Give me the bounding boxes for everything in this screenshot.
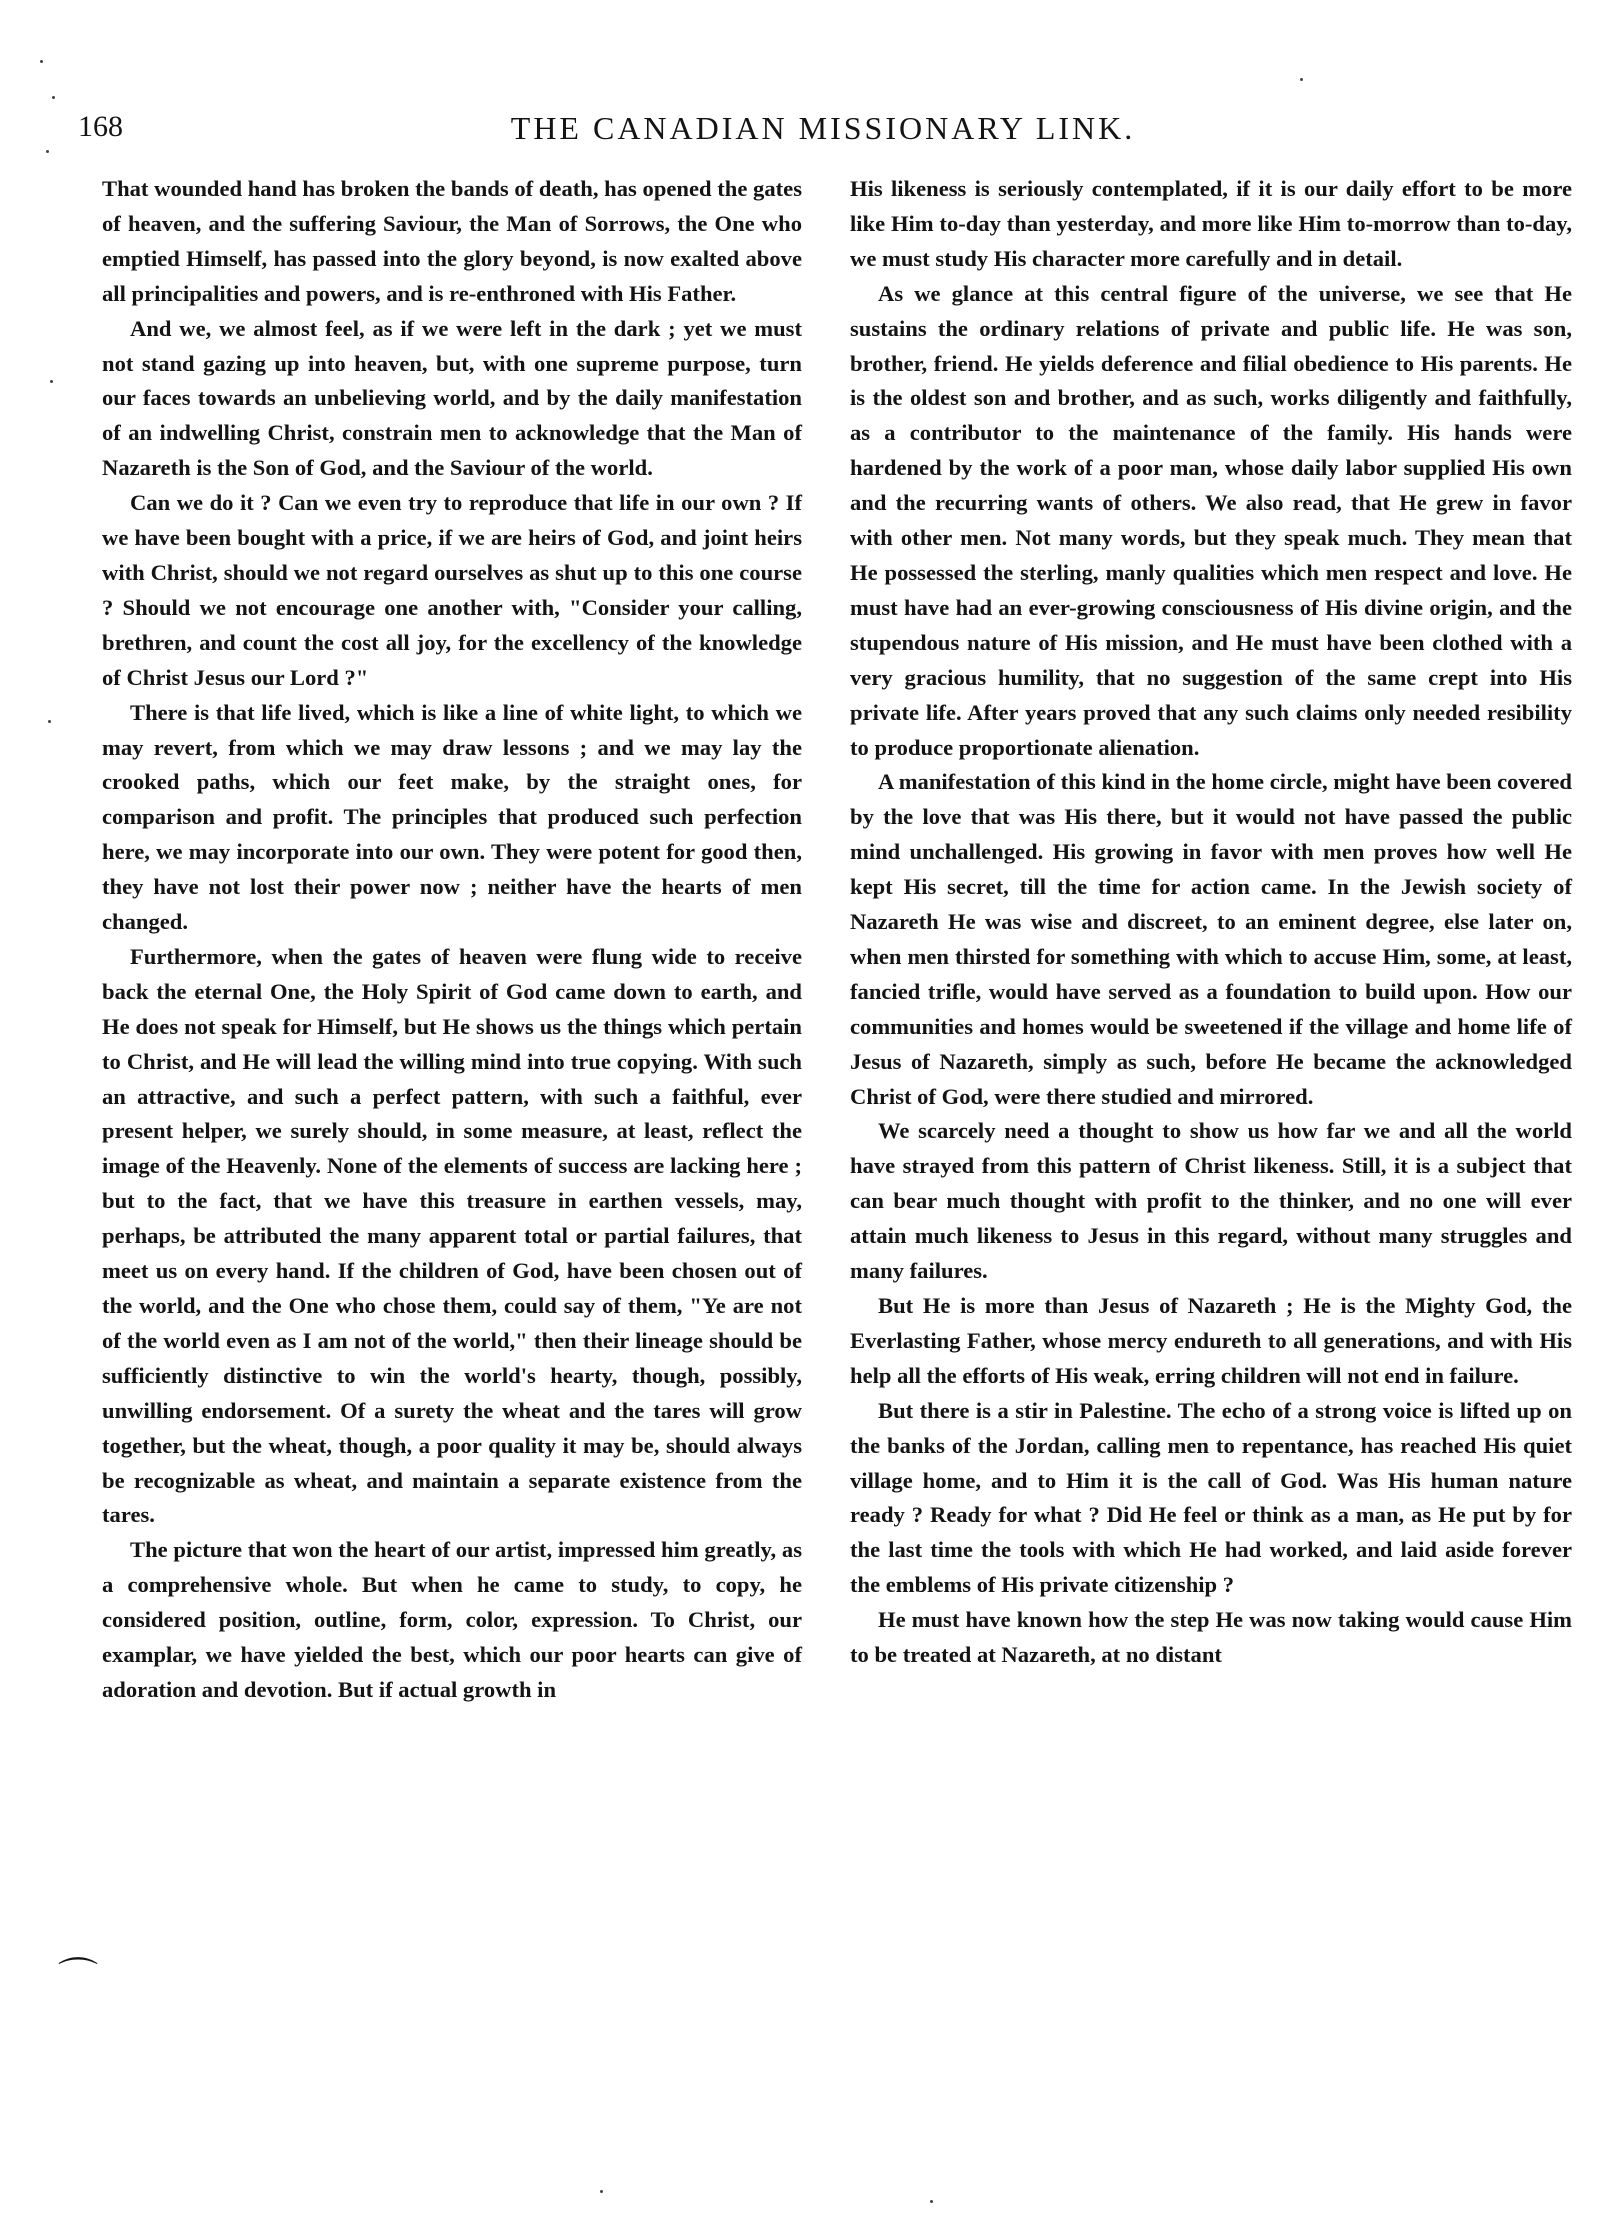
paragraph: That wounded hand has broken the bands of death, has opened the gates of heaven, and the suffering Saviour, the Man of Sorrows, the One who emptied Himself, has passed into the glory beyond, is now exalted above all principalities and powers, and is re-enthroned with His Father. xyxy=(102,176,802,306)
paragraph: As we glance at this central figure of the universe, we see that He sustains the ordinary relations of private and public life. He was son, brother, friend. He yields deference and filial obedience to His parents. He is the oldest son and brother, and as such, works diligently and faithfully, as a contributor to the maintenance of the family. His hands were hardened by the work of a poor man, whose daily labor supplied His own and the recurring wants of others. We also read, that He grew in favor with other men. Not many words, but they speak much. They mean that He possessed the sterling, manly qualities which men respect and love. He must have had an ever-growing consciousness of His divine origin, and the stupendous nature of His mission, and He must have been clothed with a very gracious humility, that no suggestion of the same crept into His private life. After years proved that any such claims only needed resibility to produce proportionate alienation. xyxy=(850,280,1572,760)
scan-speck xyxy=(930,2200,933,2203)
paragraph: A manifestation of this kind in the home circle, might have been covered by the love that was His there, but it would not have passed the public mind unchallenged. His growing in favor with men proves how well He kept His secret, till the time for action came. In the Jewish society of Nazareth He was wise and discreet, to an eminent degree, else later on, when men thirsted for something with which to accuse Him, some, at least, fancied trifle, would have served as a foundation to build upon. How our communities and homes would be sweetened if the village and home life of Jesus of Nazareth, simply as such, before He became the acknowledged Christ of God, were there studied and mirrored. xyxy=(850,769,1572,1109)
paragraph: Furthermore, when the gates of heaven were flung wide to receive back the eternal One, the Holy Spirit of God came down to earth, and He does not speak for Himself, but He shows us the things which pertain to Christ, and He will lead the willing mind into true copying. With such an attractive, and such a perfect pattern, with such a faithful, ever present helper, we surely should, in some measure, at least, reflect the image of the Heavenly. None of the elements of success are lacking here ; but to the fact, that we have this treasure in earthen vessels, may, perhaps, be attributed the many apparent total or partial failures, that meet us on every hand. If the children of God, have been chosen out of the world, and the One who chose them, could say of them, "Ye are not of the world even as I am not of the world," then their lineage should be sufficiently distinctive to win the world's hearty, though, possibly, unwilling endorsement. Of a surety the wheat and the tares will grow together, but the wheat, though, a poor quality it may be, should always be recognizable as wheat, and maintain a separate existence from the tares. xyxy=(102,943,802,1528)
right-column xyxy=(850,172,1572,1673)
scan-speck xyxy=(52,96,55,99)
scan-speck xyxy=(1300,78,1303,81)
journal-title: THE CANADIAN MISSIONARY LINK. xyxy=(510,110,1136,146)
scan-speck xyxy=(40,60,43,63)
margin-mark-icon: ⌒ xyxy=(58,1955,98,2001)
scan-speck xyxy=(600,2190,603,2193)
paragraph: Can we do it ? Can we even try to reproduce that life in our own ? If we have been bought with a price, if we are heirs of God, and joint heirs with Christ, should we not regard ourselves as shut up to this one course ? Should we not encourage one another with, "Consider your calling, brethren, and count the cost all joy, for the excellency of the knowledge of Christ Jesus our Lord ?" xyxy=(102,490,802,690)
paragraph: We scarcely need a thought to show us how far we and all the world have strayed from this pattern of Christ likeness. Still, it is a subject that can bear much thought with profit to the thinker, and no one will ever attain much likeness to Jesus in this regard, without many struggles and many failures. xyxy=(850,1118,1572,1284)
scan-speck xyxy=(50,380,53,383)
left-column xyxy=(102,172,802,1708)
page-number: 168 xyxy=(78,110,123,143)
scan-speck xyxy=(46,150,49,153)
paragraph: There is that life lived, which is like a line of white light, to which we may revert, from which we may draw lessons ; and we may lay the crooked paths, which our feet make, by the straight ones, for comparison and profit. The principles that produced such perfection here, we may incorporate into our own. They were potent for good then, they have not lost their power now ; neither have the hearts of men changed. xyxy=(102,699,802,935)
paragraph: And we, we almost feel, as if we were left in the dark ; yet we must not stand gazing up into heaven, but, with one supreme purpose, turn our faces towards an unbelieving world, and by the daily manifestation of an indwelling Christ, constrain men to acknowledge that the Man of Nazareth is the Son of God, and the Saviour of the world. xyxy=(102,315,802,481)
scan-speck xyxy=(48,720,51,723)
paragraph: But there is a stir in Palestine. The echo of a strong voice is lifted up on the banks of the Jordan, calling men to repentance, has reached His quiet village home, and to Him it is the call of God. Was His human nature ready ? Ready for what ? Did He feel or think as a man, as He put by for the last time the tools with which He had worked, and laid aside forever the emblems of His private citizenship ? xyxy=(850,1397,1572,1598)
paragraph: The picture that won the heart of our artist, impressed him greatly, as a comprehensive whole. But when he came to study, to copy, he considered position, outline, form, color, expression. To Christ, our examplar, we have yielded the best, which our poor hearts can give of adoration and devotion. But if actual growth in xyxy=(102,1537,802,1702)
continued-paragraph: His likeness is seriously contemplated, if it is our daily effort to be more like Him to-day than yesterday, and more like Him to-morrow than to-day, we must study His character more carefully and in detail. xyxy=(850,176,1572,271)
paragraph: He must have known how the step He was now taking would cause Him to be treated at Nazareth, at no distant xyxy=(850,1607,1572,1668)
paragraph: But He is more than Jesus of Nazareth ; He is the Mighty God, the Everlasting Father, whose mercy endureth to all generations, and with His help all the efforts of His weak, erring children will not end in failure. xyxy=(850,1293,1572,1388)
page-header xyxy=(78,110,1568,156)
